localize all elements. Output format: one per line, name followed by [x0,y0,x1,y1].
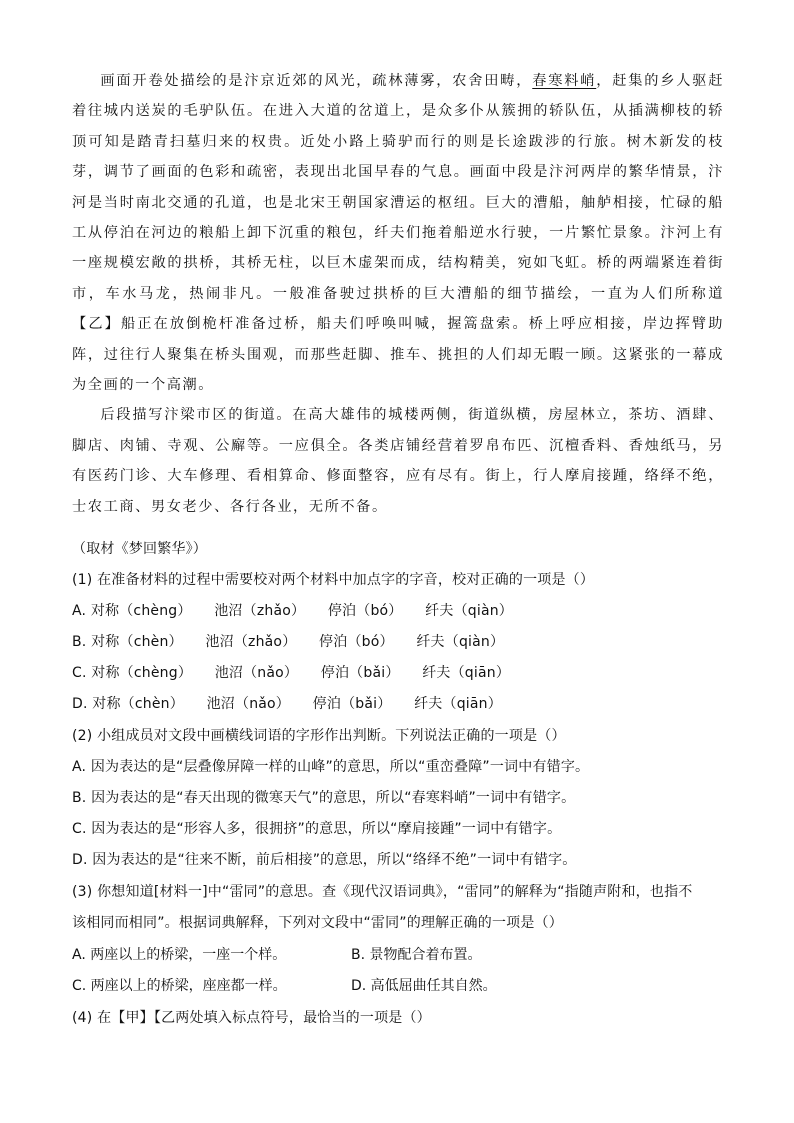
question-1-option-d[interactable] [72,689,732,720]
passage-p1-part-a: 画面开卷处描绘的是汴京近郊的风光，疏林薄雾，农舍田畴， [100,73,533,89]
question-3-stem-line-2: 该相同而相同”。根据词典解释，下列对文段中“雷同”的理解正确的一项是（） [72,915,563,931]
option-d-item-4: 纤夫（qiān） [414,696,502,712]
passage-paragraph-1 [72,66,724,400]
question-2-option-c[interactable]: C. 因为表达的是“形容人多，很拥挤”的意思，所以“摩肩接踵”一词中有错字。 [72,821,562,837]
passage-p1-part-b: ，赶集的乡人驱赶着往城内送炭的毛驴队伍。在进入大道的岔道上，是众多仆从簇拥的轿队伍，从插满柳枝的轿顶可知是踏青扫墓归来的权贵。近处小路上骑驴而行的则是长途跋涉的行旅。树木新发的枝芽，调节了画面的色彩和疏密，表现出北国早春的气息。画面中段是汴河两岸的繁华情景，汴河是当时南北交通的孔道，也是北宋王朝国家漕运的枢纽。巨大的漕船，舳舻相接，忙碌的船工从停泊在河边的粮船上卸下沉重的粮包，纤夫们拖着船逆水行驶，一片繁忙景象。汴河上有一座规模宏敞的拱桥，其桥无柱，以巨木虚架而成，结构精美，宛如飞虹。桥的两端紧连着街市，车水马龙，热闹非凡。一般准备驶过拱桥的巨大漕船的细节描绘，一直为人们所称道【乙】船正在放倒桅杆准备过桥，船夫们呼唤叫喊，握篙盘索。桥上呼应相接，岸边挥臂助阵，过往行人聚集在桥头围观，而那些赶脚、推车、挑担的人们却无暇一顾。这紧张的一幕成为全画的一个高潮。 [72,73,725,394]
question-3-option-a[interactable]: A. 两座以上的桥梁，一座一个样。 [72,947,287,963]
option-c-item-1: C. 对称（chèng） [72,665,193,681]
option-a-item-4: 纤夫（qiàn） [425,603,514,619]
passage-paragraph-2: 后段描写汴梁市区的街道。在高大雄伟的城楼两侧，街道纵横，房屋林立，茶坊、酒肆、脚店、肉铺、寺观、公廨等。一应俱全。各类店铺经营着罗帛布匹、沉檀香料、香烛纸马，另有医药门诊、大车修理、看相算命、修面整容，应有尽有。街上，行人摩肩接踵，络绎不绝，士农工商、男女老少、各行各业，无所不备。 [72,407,724,515]
option-c-item-2: 池沼（nǎo） [214,665,299,681]
question-2-stem: (2) 小组成员对文段中画横线词语的字形作出判断。下列说法正确的一项是（） [72,728,566,744]
question-1-stem: (1) 在准备材料的过程中需要校对两个材料中加点字的字音，校对正确的一项是（） [72,572,595,588]
question-1-option-a[interactable] [72,596,732,627]
question-3-option-c[interactable]: C. 两座以上的桥梁，座座都一样。 [72,978,287,994]
question-3-stem-line-1: (3) 你想知道[材料一]中“雷同”的意思。查《现代汉语词典》，“雷同”的解释为“指随声附和，也指不 [72,884,693,900]
option-a-item-2: 池沼（zhǎo） [214,603,306,619]
option-d-item-1: D. 对称（chèn） [72,696,184,712]
option-a-item-1: A. 对称（chèng） [72,603,192,619]
question-1-option-b[interactable] [72,627,732,658]
question-2-option-a[interactable]: A. 因为表达的是“层叠像屏障一样的山峰”的意思，所以“重峦叠障”一词中有错字。 [72,759,590,775]
option-b-item-2: 池沼（zhǎo） [205,634,297,650]
reading-passage [72,66,724,522]
option-c-item-3: 停泊（bǎi） [320,665,400,681]
question-3-option-b[interactable]: B. 景物配合着布置。 [351,947,482,963]
option-b-item-1: B. 对称（chèn） [72,634,183,650]
question-1-option-c[interactable] [72,658,732,689]
question-4-stem: (4) 在【甲】【乙两处填入标点符号，最恰当的一项是（） [72,1010,431,1026]
question-2-option-d[interactable]: D. 因为表达的是“往来不断，前后相接”的意思，所以“络绎不绝”一词中有错字。 [72,852,577,868]
option-d-item-2: 池沼（nǎo） [206,696,291,712]
question-3-option-d[interactable]: D. 高低屈曲任其自然。 [351,978,497,994]
option-b-item-4: 纤夫（qiàn） [416,634,505,650]
source-citation: （取材《梦回繁华》） [72,541,207,557]
underlined-phrase: 春寒料峭 [532,73,597,89]
option-b-item-3: 停泊（bó） [319,634,394,650]
option-d-item-3: 停泊（bǎi） [312,696,392,712]
option-c-item-4: 纤夫（qiān） [422,665,511,681]
option-a-item-3: 停泊（bó） [327,603,403,619]
question-2-option-b[interactable]: B. 因为表达的是“春天出现的微寒天气”的意思，所以“春寒料峭”一词中有错字。 [72,790,576,806]
